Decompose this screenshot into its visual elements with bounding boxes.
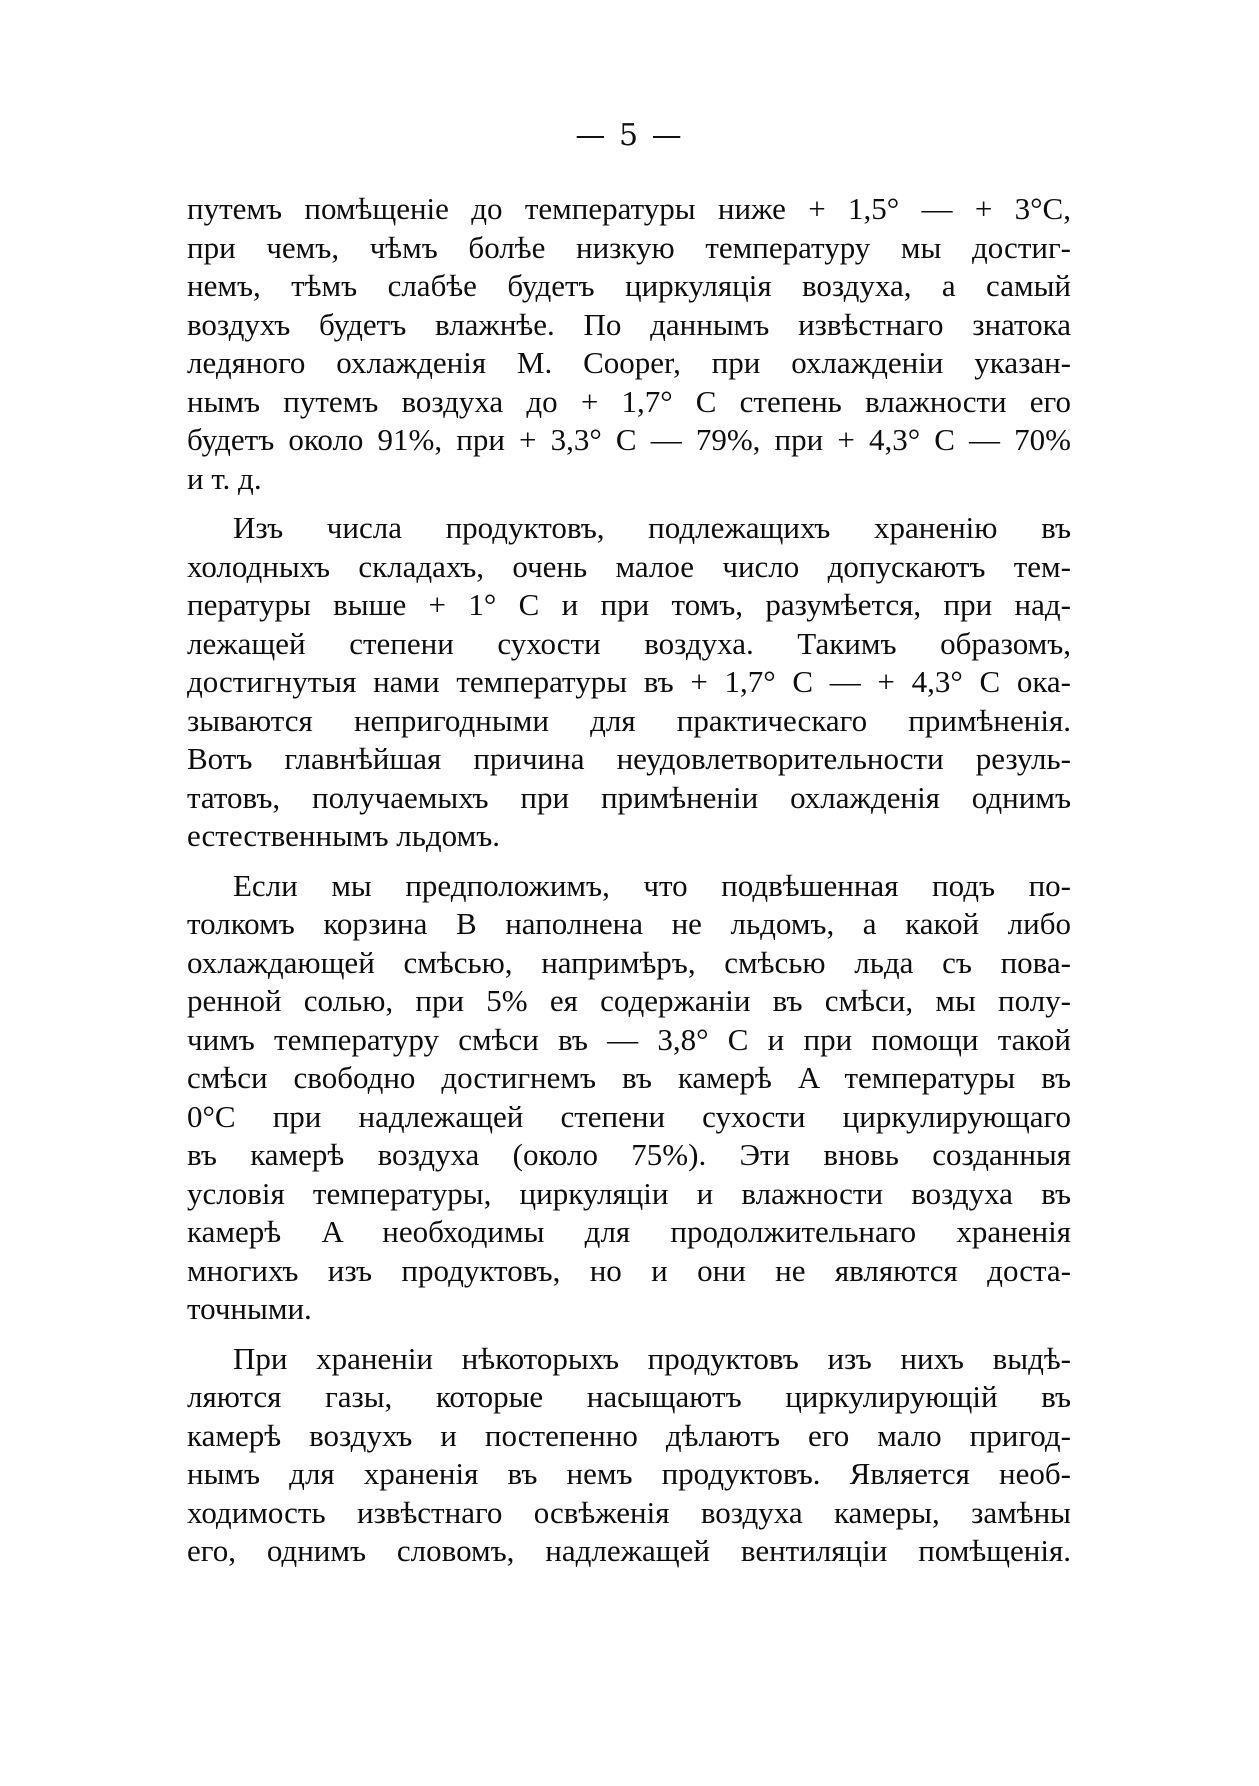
text-line: Изъ числа продуктовъ, подлежащихъ храненію въ	[233, 510, 1071, 545]
text-line: пературы выше + 1° C и при томъ, разумѣется, при над-	[187, 587, 1071, 622]
paragraph-2	[187, 509, 1071, 856]
page-number: — 5 —	[575, 118, 684, 153]
text-line: достигнутыя нами температуры въ + 1,7° C — + 4,3° C ока-	[187, 664, 1071, 699]
text-line: многихъ изъ продуктовъ, но и они не являются доста-	[187, 1252, 1071, 1288]
text-line: въ камерѣ воздуха (около 75%). Эти вновь созданныя	[187, 1137, 1071, 1172]
text-line: точными.	[187, 1291, 312, 1326]
text-line: При храненіи нѣкоторыхъ продуктовъ изъ нихъ выдѣ-	[233, 1340, 1071, 1376]
text-line: татовъ, получаемыхъ при примѣненіи охлажденія однимъ	[187, 779, 1071, 815]
text-line: ренной солью, при 5% ея содержаніи въ смѣси, мы полу-	[187, 983, 1071, 1018]
text-line: лежащей степени сухости воздуха. Такимъ образомъ,	[187, 625, 1071, 661]
paragraph-4	[187, 1340, 1071, 1571]
text-line: холодныхъ складахъ, очень малое число допускаютъ тем-	[187, 548, 1071, 584]
text-line: и т. д.	[187, 460, 262, 496]
text-line: его, однимъ словомъ, надлежащей вентиляціи помѣщенія.	[187, 1533, 1071, 1568]
text-line: естественнымъ льдомъ.	[187, 818, 500, 853]
text-line: немъ, тѣмъ слабѣе будетъ циркуляція воздуха, а самый	[187, 268, 1071, 303]
text-line: камерѣ A необходимы для продолжительнаго храненія	[187, 1214, 1071, 1249]
text-line: толкомъ корзина B наполнена не льдомъ, а какой либо	[187, 906, 1071, 941]
text-line: охлаждающей смѣсью, напримѣръ, смѣсью льда съ пова-	[187, 944, 1071, 980]
paragraph-1	[187, 190, 1071, 498]
text-line: нымъ путемъ воздуха до + 1,7° C степень влажности его	[187, 383, 1071, 419]
paragraph-3	[187, 867, 1071, 1329]
text-line: путемъ помѣщеніе до температуры ниже + 1,5° — + 3°C,	[187, 191, 1071, 226]
text-line: Вотъ главнѣйшая причина неудовлетворительности резуль-	[187, 741, 1071, 776]
text-line: воздухъ будетъ влажнѣе. По даннымъ извѣстнаго знатока	[187, 306, 1071, 342]
text-line: ляются газы, которые насыщаютъ циркулирующій въ	[187, 1379, 1071, 1414]
text-line: 0°C при надлежащей степени сухости циркулирующаго	[187, 1098, 1071, 1134]
text-line: ледяного охлажденія М. Cooper, при охлажденіи указан-	[187, 345, 1071, 380]
text-line: камерѣ воздухъ и постепенно дѣлаютъ его мало пригод-	[187, 1417, 1071, 1453]
text-line: ходимость извѣстнаго освѣженія воздуха камеры, замѣны	[187, 1494, 1071, 1530]
text-line: будетъ около 91%, при + 3,3° C — 79%, при + 4,3° C — 70%	[187, 422, 1071, 457]
text-line: смѣси свободно достигнемъ въ камерѣ A температуры въ	[187, 1060, 1071, 1095]
body-text	[187, 190, 1071, 1571]
text-line: чимъ температуру смѣси въ — 3,8° C и при помощи такой	[187, 1021, 1071, 1057]
text-line: нымъ для храненія въ немъ продуктовъ. Является необ-	[187, 1456, 1071, 1491]
text-line: при чемъ, чѣмъ болѣе низкую температуру мы достиг-	[187, 229, 1071, 265]
text-line: Если мы предположимъ, что подвѣшенная подъ по-	[233, 867, 1071, 903]
text-line: условія температуры, циркуляціи и влажности воздуха въ	[187, 1175, 1071, 1211]
text-line: зываются непригодными для практическаго примѣненія.	[187, 702, 1071, 738]
